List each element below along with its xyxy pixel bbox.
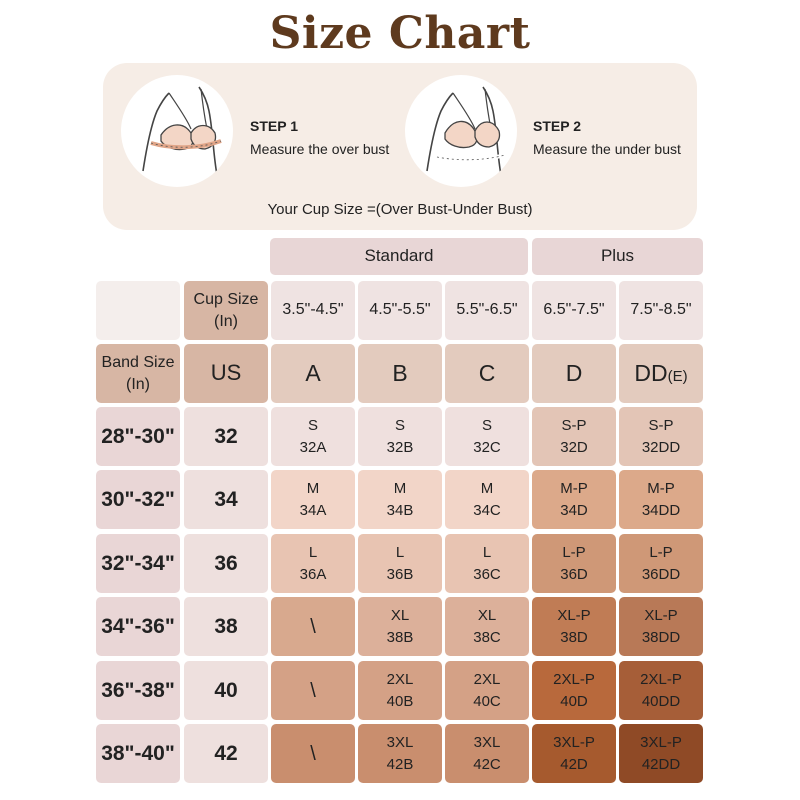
band-size-value: 30"-32" bbox=[101, 487, 175, 511]
page-title: Size Chart bbox=[269, 8, 531, 59]
size-letter: XL bbox=[477, 606, 497, 624]
band-size-cell bbox=[96, 407, 180, 466]
cup-range-label: 3.5"-4.5" bbox=[282, 301, 344, 319]
size-code: 36D bbox=[560, 565, 588, 583]
cup-size-label: Cup Size (In) bbox=[184, 281, 268, 340]
size-cell bbox=[619, 724, 703, 783]
size-letter: M bbox=[480, 479, 494, 497]
size-letter: M-P bbox=[560, 479, 588, 497]
size-cell bbox=[532, 407, 616, 466]
unavailable-mark: \ bbox=[310, 742, 316, 765]
size-cell bbox=[358, 597, 442, 656]
band-size-cell bbox=[96, 724, 180, 783]
band-size-value: 34"-36" bbox=[101, 614, 175, 638]
size-letter: 2XL-P bbox=[553, 670, 595, 688]
cup-range-header bbox=[445, 281, 529, 340]
size-cell bbox=[445, 534, 529, 593]
us-size-cell bbox=[184, 724, 268, 783]
size-letter: L bbox=[308, 543, 318, 561]
size-cell bbox=[532, 534, 616, 593]
cup-range-label: 5.5"-6.5" bbox=[456, 301, 518, 319]
size-letter: XL-P bbox=[644, 606, 678, 624]
step-1-title: STEP 1 bbox=[250, 118, 298, 134]
cup-range-header bbox=[358, 281, 442, 340]
size-letter: M-P bbox=[647, 479, 675, 497]
size-letter: 3XL bbox=[386, 733, 414, 751]
size-code: 34C bbox=[473, 501, 501, 519]
size-code: 32B bbox=[386, 438, 414, 456]
size-cell bbox=[271, 407, 355, 466]
size-letter: S bbox=[481, 416, 492, 434]
corner-cell bbox=[96, 281, 180, 340]
size-letter: M bbox=[306, 479, 320, 497]
size-cell bbox=[445, 470, 529, 529]
size-letter: S-P bbox=[648, 416, 674, 434]
size-cell bbox=[619, 597, 703, 656]
size-code: 42C bbox=[473, 755, 501, 773]
size-code: 38DD bbox=[641, 628, 681, 646]
size-letter: 2XL bbox=[473, 670, 501, 688]
size-code: 36A bbox=[299, 565, 327, 583]
size-code: 42DD bbox=[641, 755, 681, 773]
size-letter: XL-P bbox=[557, 606, 591, 624]
size-letter: L bbox=[395, 543, 405, 561]
size-cell bbox=[619, 470, 703, 529]
group-header-plus bbox=[532, 238, 703, 275]
size-letter: 2XL bbox=[386, 670, 414, 688]
size-code: 32C bbox=[473, 438, 501, 456]
cup-range-header bbox=[271, 281, 355, 340]
band-size-label: Band Size (In) bbox=[96, 344, 180, 403]
group-header-standard bbox=[270, 238, 528, 275]
size-letter: L-P bbox=[649, 543, 673, 561]
band-size-value: 28"-30" bbox=[101, 424, 175, 448]
size-letter: L bbox=[482, 543, 492, 561]
size-code: 34DD bbox=[641, 501, 681, 519]
size-letter: XL bbox=[390, 606, 410, 624]
us-size-value: 42 bbox=[214, 741, 238, 765]
unavailable-cell bbox=[271, 724, 355, 783]
measurement-guide-card bbox=[103, 63, 697, 230]
size-letter: S bbox=[394, 416, 405, 434]
size-cell bbox=[358, 470, 442, 529]
size-code: 42D bbox=[560, 755, 588, 773]
us-size-value: 36 bbox=[214, 551, 238, 575]
cup-letter-header bbox=[271, 344, 355, 403]
size-letter: S bbox=[307, 416, 318, 434]
size-cell bbox=[619, 534, 703, 593]
cup-letter: A bbox=[305, 359, 321, 386]
size-letter: M bbox=[393, 479, 407, 497]
us-label: US bbox=[184, 344, 268, 403]
size-cell bbox=[271, 470, 355, 529]
size-cell bbox=[358, 724, 442, 783]
size-letter: 2XL-P bbox=[640, 670, 682, 688]
size-code: 32DD bbox=[641, 438, 681, 456]
band-size-cell bbox=[96, 470, 180, 529]
cup-letter: C bbox=[478, 359, 496, 386]
size-code: 32A bbox=[299, 438, 327, 456]
cup-letter-wrap bbox=[566, 359, 583, 389]
size-code: 40B bbox=[386, 692, 414, 710]
us-size-cell bbox=[184, 661, 268, 720]
step-1-description: Measure the over bust bbox=[250, 141, 390, 157]
size-cell bbox=[445, 661, 529, 720]
size-cell bbox=[445, 597, 529, 656]
size-code: 34B bbox=[386, 501, 414, 519]
us-size-value: 40 bbox=[214, 678, 238, 702]
size-letter: 3XL bbox=[473, 733, 501, 751]
size-code: 38C bbox=[473, 628, 501, 646]
size-cell bbox=[619, 661, 703, 720]
us-size-cell bbox=[184, 470, 268, 529]
cup-letter: B bbox=[392, 359, 408, 386]
size-code: 34D bbox=[560, 501, 588, 519]
size-code: 38B bbox=[386, 628, 414, 646]
cup-range-header bbox=[532, 281, 616, 340]
cup-letter-alt: (E) bbox=[667, 367, 688, 385]
size-cell bbox=[445, 724, 529, 783]
us-size-cell bbox=[184, 534, 268, 593]
size-cell bbox=[271, 534, 355, 593]
size-code: 36C bbox=[473, 565, 501, 583]
size-cell bbox=[358, 407, 442, 466]
band-size-cell bbox=[96, 597, 180, 656]
step-2-description: Measure the under bust bbox=[533, 141, 681, 157]
size-code: 40DD bbox=[641, 692, 681, 710]
cup-letter-header bbox=[619, 344, 703, 403]
step-2-title: STEP 2 bbox=[533, 118, 581, 134]
size-cell bbox=[532, 724, 616, 783]
size-cell bbox=[532, 597, 616, 656]
cup-range-header bbox=[619, 281, 703, 340]
unavailable-mark: \ bbox=[310, 679, 316, 702]
unavailable-mark: \ bbox=[310, 615, 316, 638]
cup-range-label: 7.5"-8.5" bbox=[630, 301, 692, 319]
unavailable-cell bbox=[271, 597, 355, 656]
us-size-value: 34 bbox=[214, 487, 238, 511]
band-size-cell bbox=[96, 661, 180, 720]
us-size-cell bbox=[184, 597, 268, 656]
us-size-value: 32 bbox=[214, 424, 238, 448]
cup-letter-wrap bbox=[392, 359, 407, 389]
size-code: 42B bbox=[386, 755, 414, 773]
size-code: 32D bbox=[560, 438, 588, 456]
cup-letter-header bbox=[358, 344, 442, 403]
size-code: 38D bbox=[560, 628, 588, 646]
cup-range-label: 4.5"-5.5" bbox=[369, 301, 431, 319]
unavailable-cell bbox=[271, 661, 355, 720]
group-plus-label: Plus bbox=[600, 246, 635, 266]
cup-letter-wrap bbox=[634, 359, 687, 389]
band-size-value: 38"-40" bbox=[101, 741, 175, 765]
over-bust-illustration bbox=[121, 75, 233, 187]
band-size-cell bbox=[96, 534, 180, 593]
cup-letter: DD bbox=[634, 359, 668, 386]
cup-size-formula: Your Cup Size =(Over Bust-Under Bust) bbox=[267, 201, 533, 218]
size-cell bbox=[358, 661, 442, 720]
size-code: 34A bbox=[299, 501, 327, 519]
size-code: 40C bbox=[473, 692, 501, 710]
group-standard-label: Standard bbox=[364, 246, 434, 266]
band-size-value: 32"-34" bbox=[101, 551, 175, 575]
cup-letter-wrap bbox=[479, 359, 496, 389]
cup-letter-header bbox=[532, 344, 616, 403]
size-code: 40D bbox=[560, 692, 588, 710]
size-letter: 3XL-P bbox=[640, 733, 682, 751]
band-size-value: 36"-38" bbox=[101, 678, 175, 702]
cup-letter-wrap bbox=[305, 359, 320, 389]
size-letter: 3XL-P bbox=[553, 733, 595, 751]
under-bust-illustration bbox=[405, 75, 517, 187]
size-letter: S-P bbox=[561, 416, 587, 434]
cup-letter-header bbox=[445, 344, 529, 403]
size-cell bbox=[358, 534, 442, 593]
size-code: 36B bbox=[386, 565, 414, 583]
us-size-value: 38 bbox=[214, 614, 238, 638]
us-size-cell bbox=[184, 407, 268, 466]
cup-letter: D bbox=[565, 359, 583, 386]
size-cell bbox=[445, 407, 529, 466]
size-cell bbox=[532, 470, 616, 529]
cup-range-label: 6.5"-7.5" bbox=[543, 301, 605, 319]
size-letter: L-P bbox=[562, 543, 586, 561]
size-cell bbox=[619, 407, 703, 466]
size-code: 36DD bbox=[641, 565, 681, 583]
size-cell bbox=[532, 661, 616, 720]
